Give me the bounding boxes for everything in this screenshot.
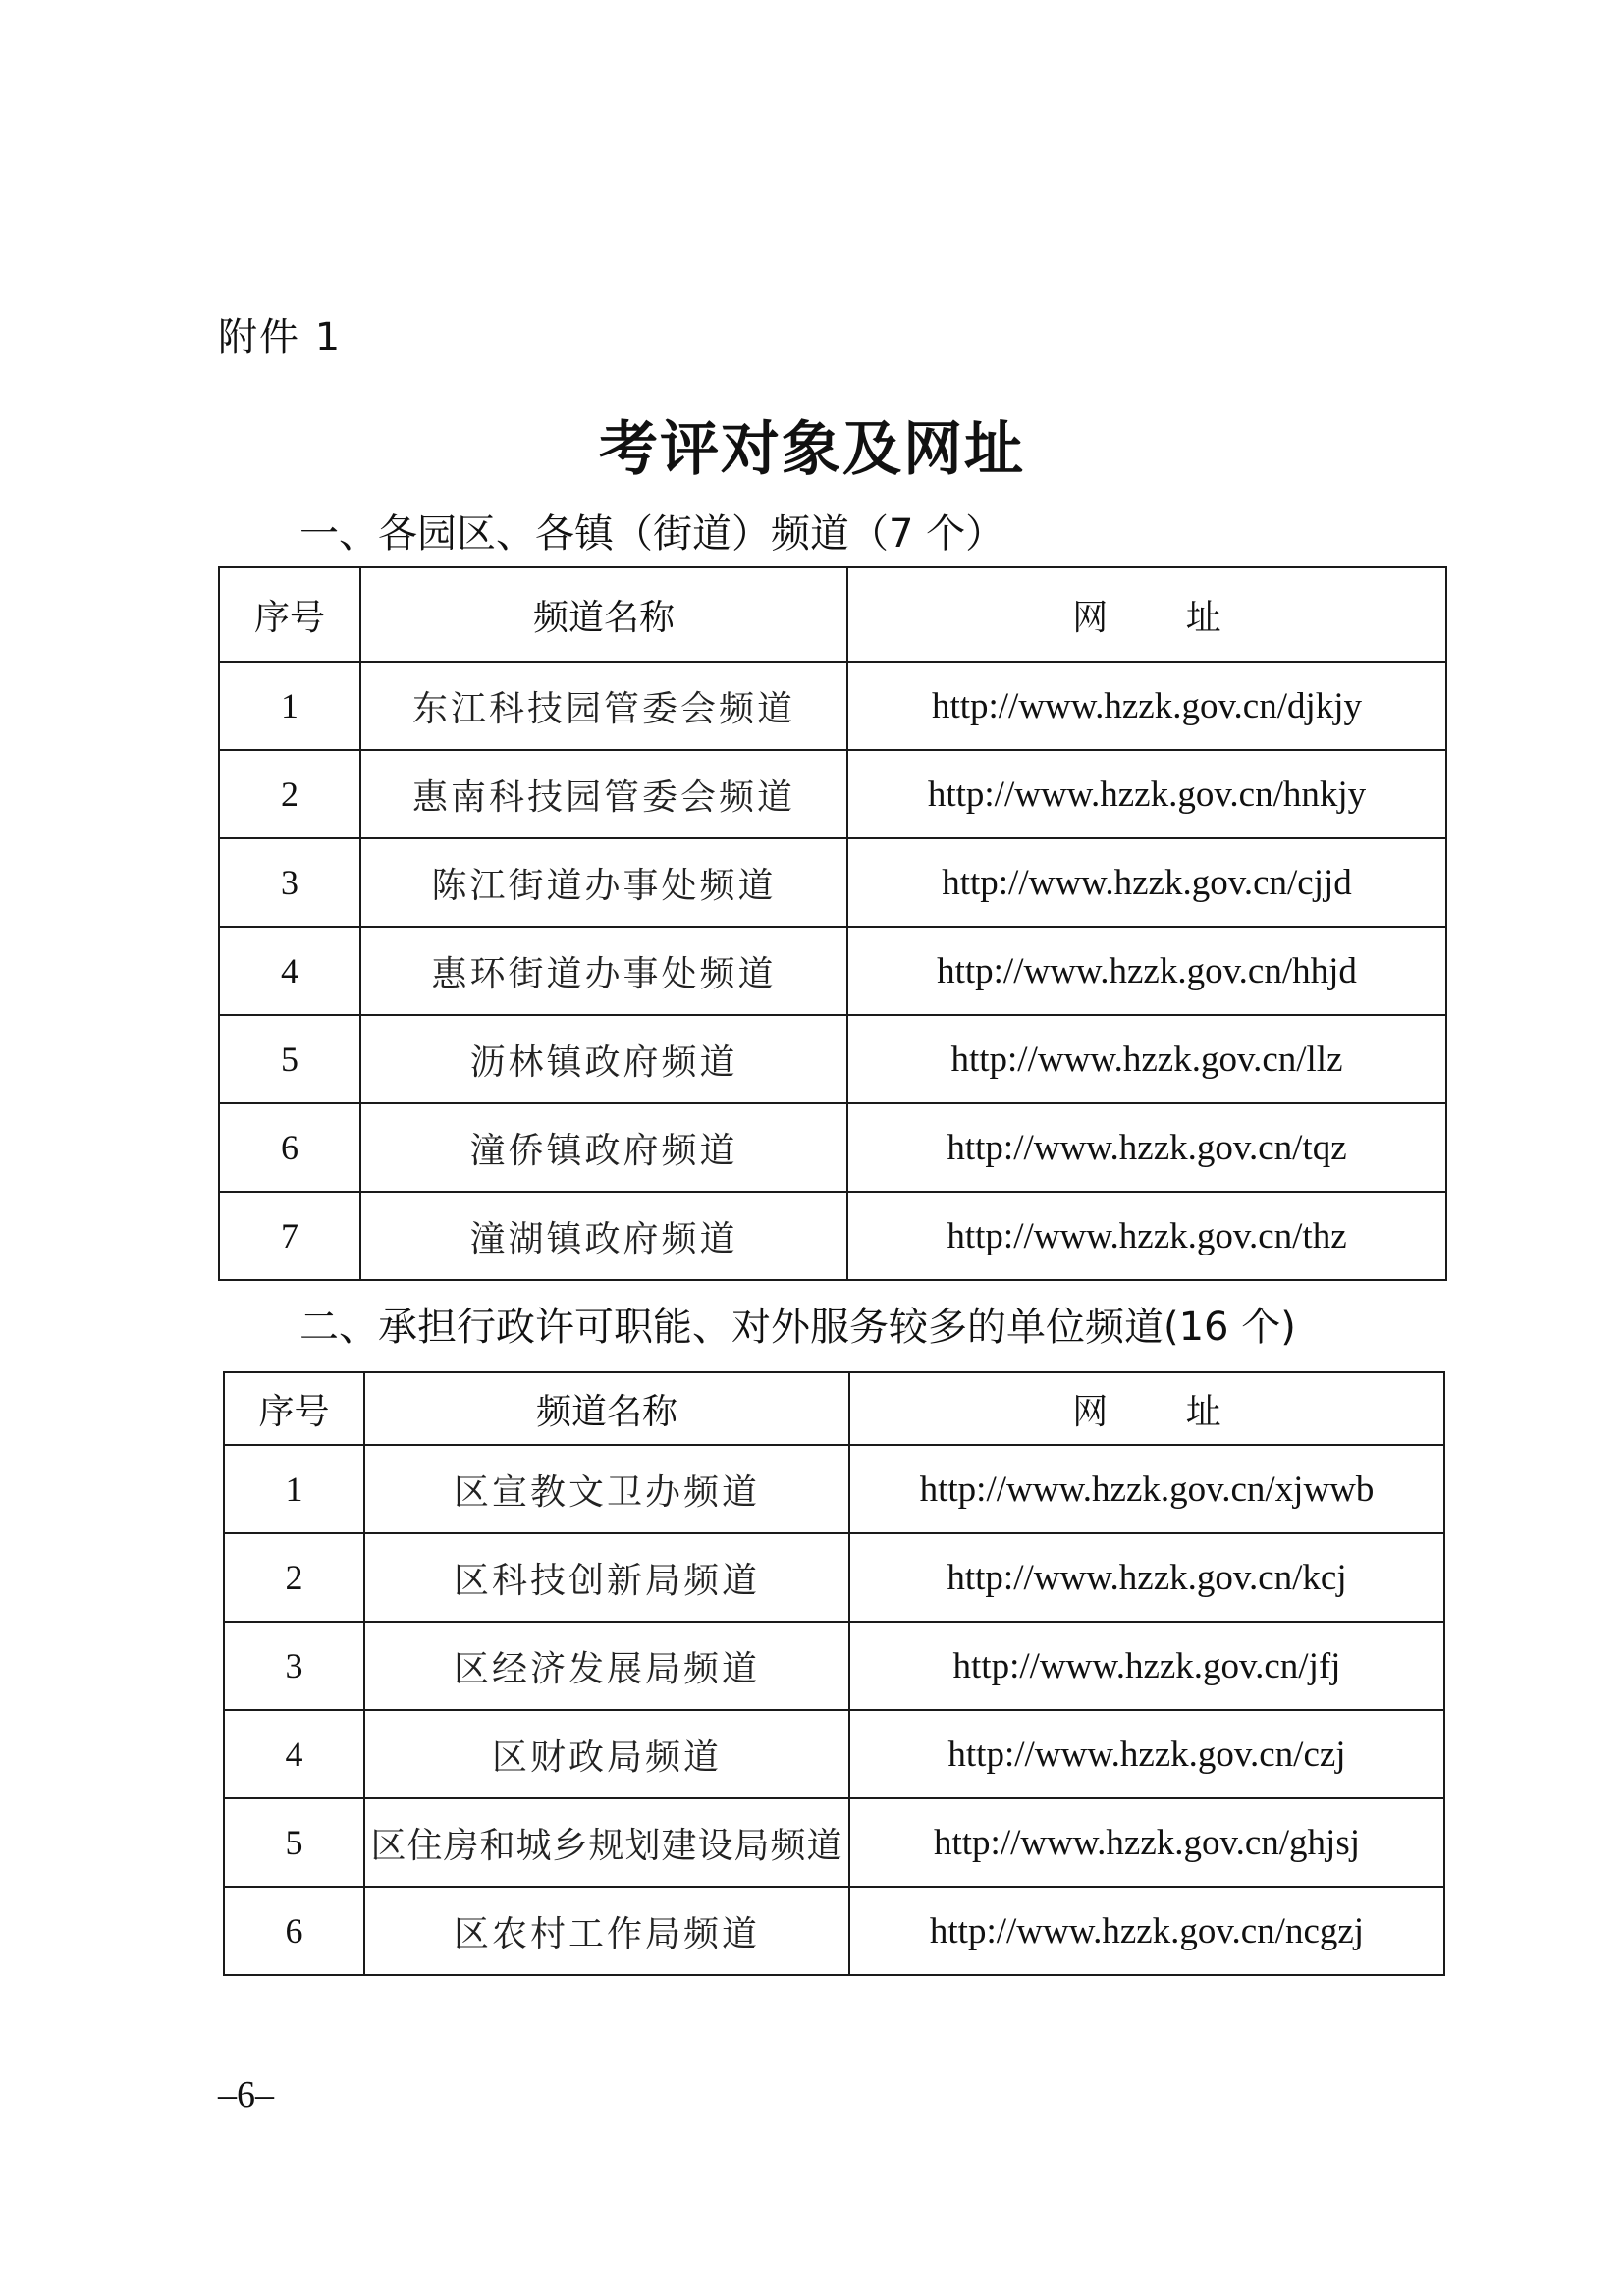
row-number: 2 <box>224 1533 364 1622</box>
channel-name: 惠环街道办事处频道 <box>360 927 847 1015</box>
row-number: 3 <box>219 838 360 927</box>
row-number: 7 <box>219 1192 360 1280</box>
table-row <box>224 1445 1444 1533</box>
row-number: 1 <box>219 662 360 750</box>
section-2-heading: 二、承担行政许可职能、对外服务较多的单位频道(16 个) <box>299 1305 1296 1350</box>
row-number: 2 <box>219 750 360 838</box>
channel-name: 潼湖镇政府频道 <box>360 1192 847 1280</box>
channel-name: 惠南科技园管委会频道 <box>360 750 847 838</box>
section-1-table <box>218 566 1447 1281</box>
table-row <box>219 750 1446 838</box>
table-row <box>219 927 1446 1015</box>
page-title: 考评对象及网址 <box>599 415 1025 484</box>
table-row <box>219 662 1446 750</box>
table-row <box>219 1192 1446 1280</box>
channel-name: 陈江街道办事处频道 <box>360 838 847 927</box>
channel-name: 区农村工作局频道 <box>364 1887 849 1975</box>
table-row <box>219 838 1446 927</box>
channel-name: 区财政局频道 <box>364 1710 849 1798</box>
row-number: 3 <box>224 1622 364 1710</box>
table-header-row <box>219 567 1446 662</box>
channel-name: 区宣教文卫办频道 <box>364 1445 849 1533</box>
channel-name: 区经济发展局频道 <box>364 1622 849 1710</box>
row-number: 1 <box>224 1445 364 1533</box>
channel-url: http://www.hzzk.gov.cn/djkjy <box>847 662 1446 750</box>
table-row <box>224 1887 1444 1975</box>
header-channel-name: 频道名称 <box>360 567 847 662</box>
channel-url: http://www.hzzk.gov.cn/xjwwb <box>849 1445 1444 1533</box>
channel-url: http://www.hzzk.gov.cn/hhjd <box>847 927 1446 1015</box>
channel-name: 潼侨镇政府频道 <box>360 1103 847 1192</box>
table-row <box>224 1798 1444 1887</box>
row-number: 5 <box>224 1798 364 1887</box>
header-channel-name: 频道名称 <box>364 1372 849 1445</box>
table-row <box>224 1710 1444 1798</box>
section-1-heading: 一、各园区、各镇（街道）频道（7 个） <box>299 511 1005 557</box>
channel-url: http://www.hzzk.gov.cn/thz <box>847 1192 1446 1280</box>
table-row <box>224 1622 1444 1710</box>
channel-name: 区科技创新局频道 <box>364 1533 849 1622</box>
channel-url: http://www.hzzk.gov.cn/hnkjy <box>847 750 1446 838</box>
channel-url: http://www.hzzk.gov.cn/jfj <box>849 1622 1444 1710</box>
row-number: 6 <box>224 1887 364 1975</box>
row-number: 6 <box>219 1103 360 1192</box>
row-number: 4 <box>219 927 360 1015</box>
channel-url: http://www.hzzk.gov.cn/ncgzj <box>849 1887 1444 1975</box>
page-number: –6– <box>218 2074 274 2115</box>
channel-url: http://www.hzzk.gov.cn/ghjsj <box>849 1798 1444 1887</box>
channel-name: 东江科技园管委会频道 <box>360 662 847 750</box>
row-number: 4 <box>224 1710 364 1798</box>
channel-name: 沥林镇政府频道 <box>360 1015 847 1103</box>
channel-name: 区住房和城乡规划建设局频道 <box>364 1798 849 1887</box>
table-row <box>219 1015 1446 1103</box>
table-row <box>224 1533 1444 1622</box>
annex-label: 附件 1 <box>218 315 343 360</box>
table-row <box>219 1103 1446 1192</box>
channel-url: http://www.hzzk.gov.cn/llz <box>847 1015 1446 1103</box>
channel-url: http://www.hzzk.gov.cn/kcj <box>849 1533 1444 1622</box>
header-serial-number: 序号 <box>224 1372 364 1445</box>
channel-url: http://www.hzzk.gov.cn/czj <box>849 1710 1444 1798</box>
channel-url: http://www.hzzk.gov.cn/cjjd <box>847 838 1446 927</box>
section-2-table <box>223 1371 1445 1976</box>
header-url: 网 址 <box>849 1372 1444 1445</box>
header-serial-number: 序号 <box>219 567 360 662</box>
row-number: 5 <box>219 1015 360 1103</box>
channel-url: http://www.hzzk.gov.cn/tqz <box>847 1103 1446 1192</box>
header-url: 网 址 <box>847 567 1446 662</box>
table-header-row <box>224 1372 1444 1445</box>
